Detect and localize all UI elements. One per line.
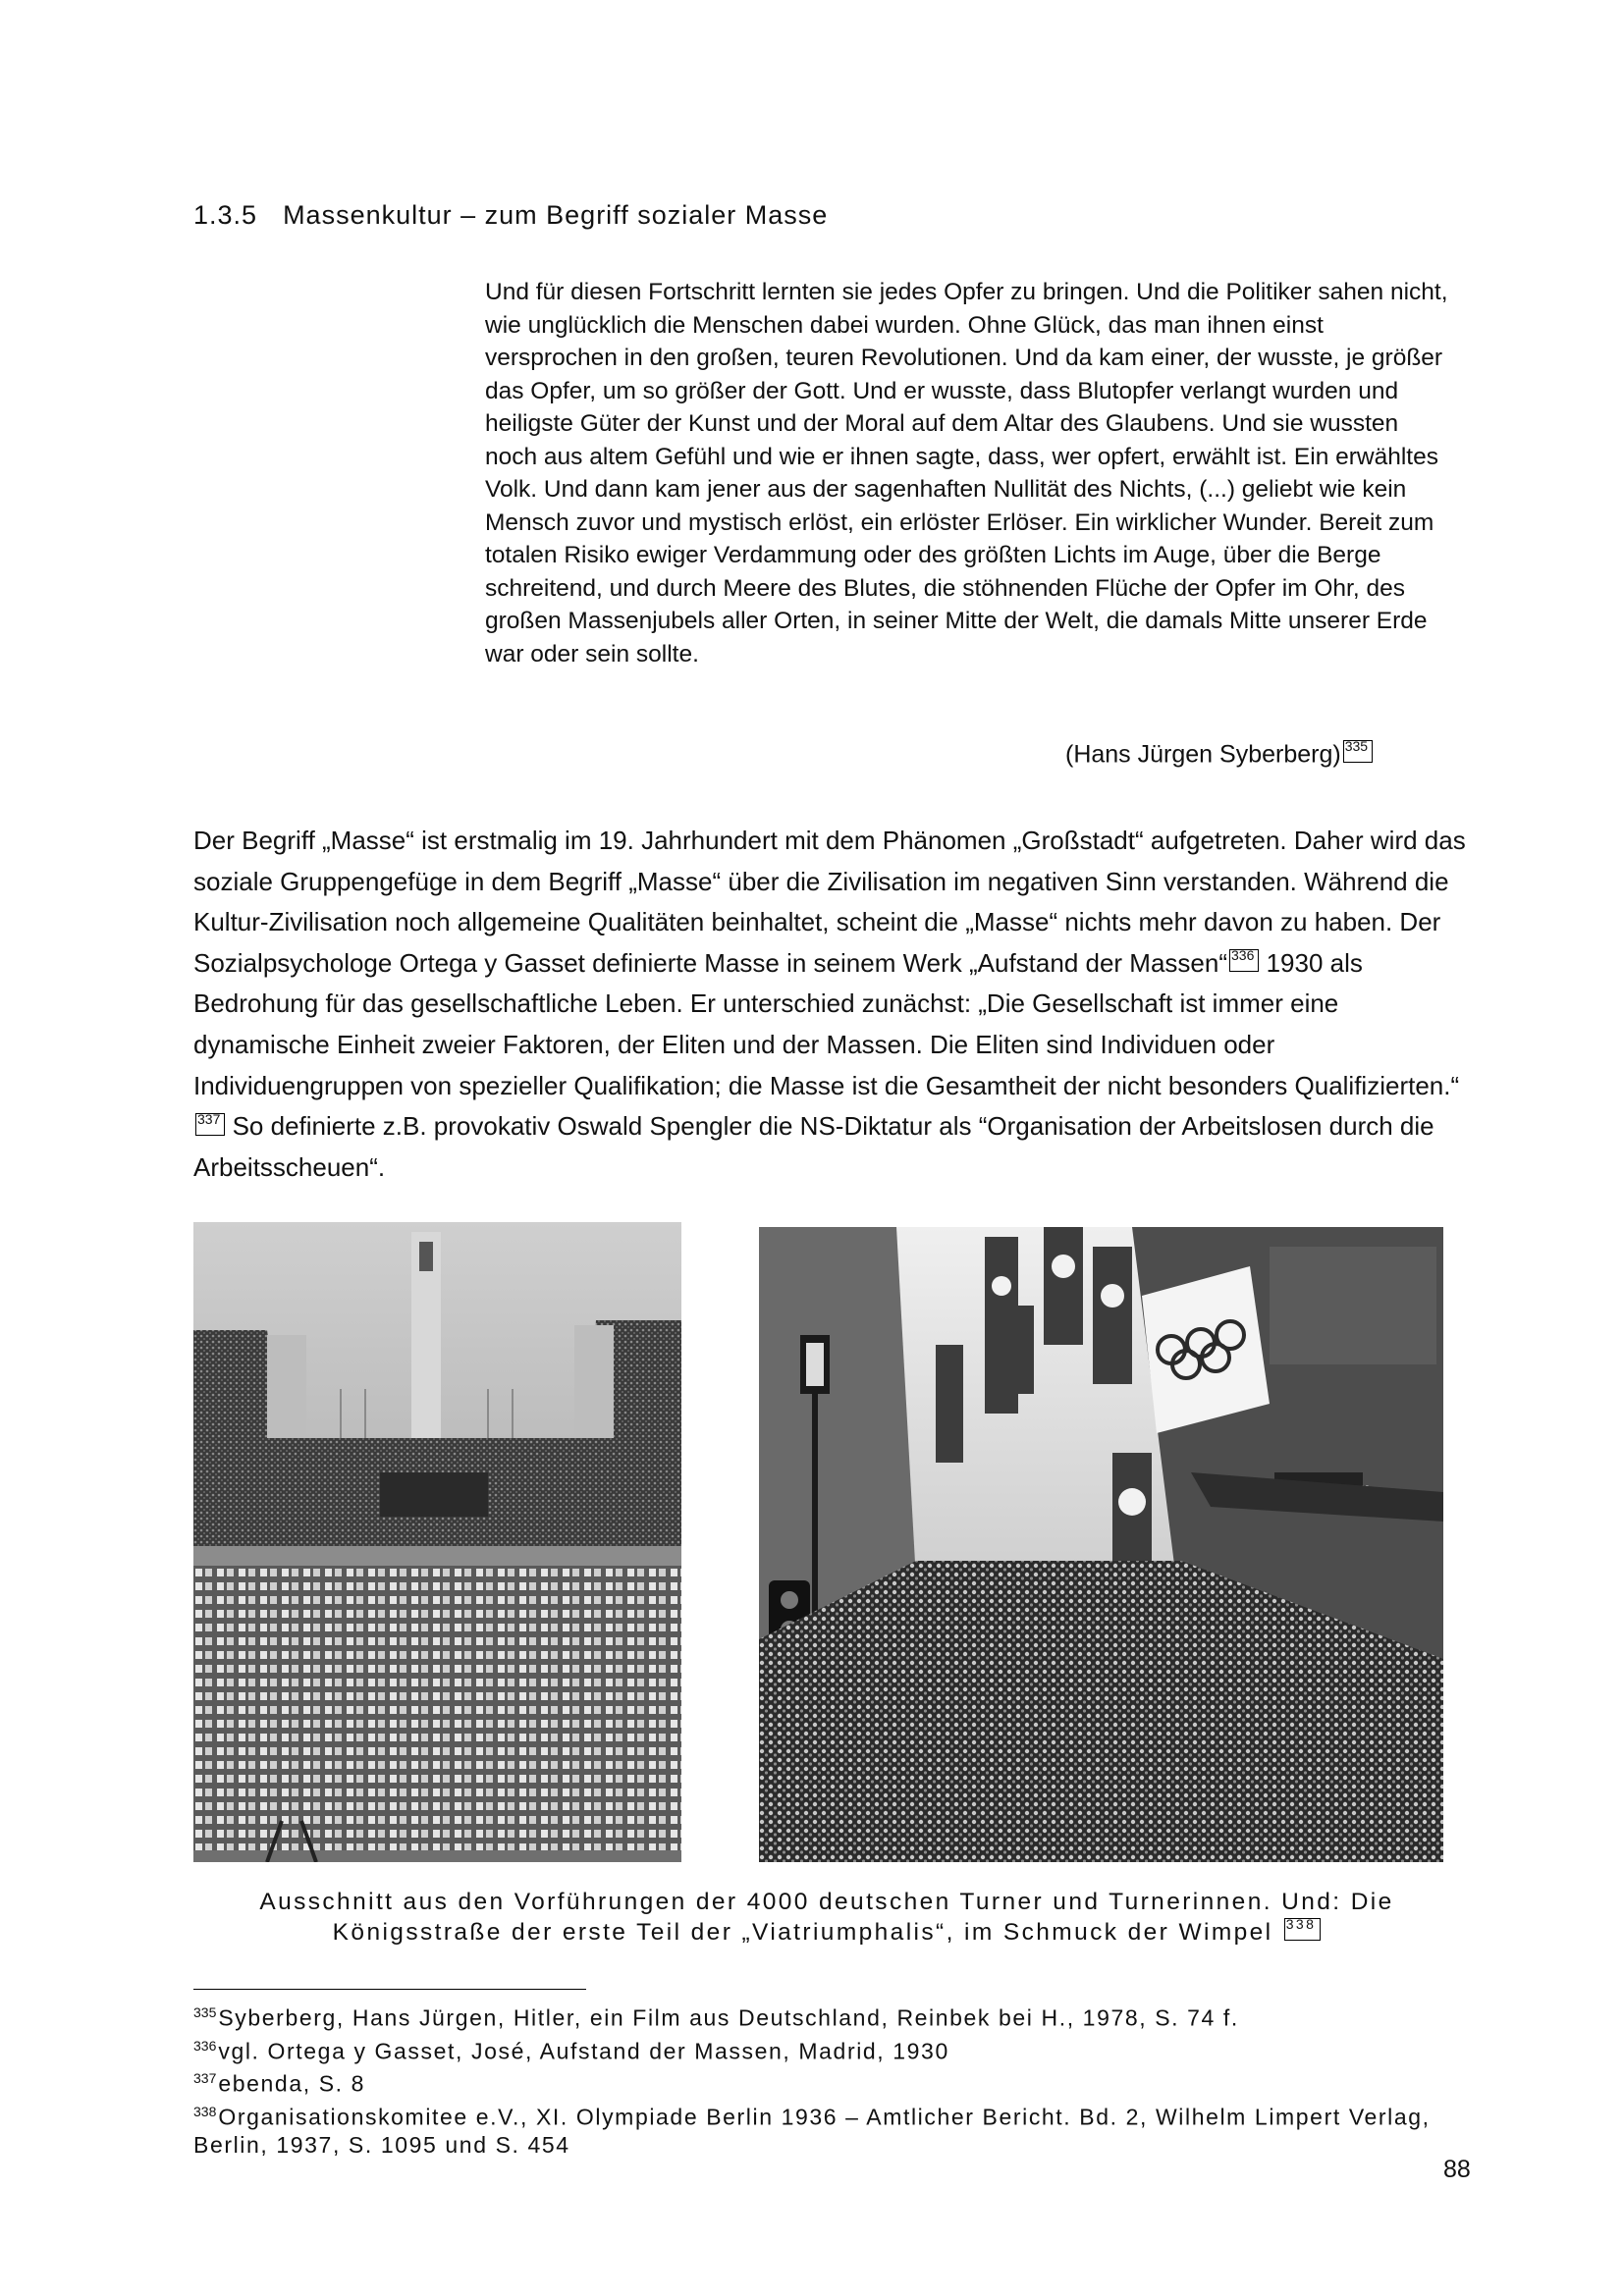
section-heading (193, 200, 828, 231)
caption-line-2: Königsstraße der erste Teil der „Viatriumphalis“, im Schmuck der Wimpel (332, 1919, 1273, 1946)
footnote-337: $^{337}$ebenda, S. 8 (193, 2070, 366, 2097)
section-number: 1.3.5 (193, 200, 258, 230)
quote-attribution (1065, 740, 1373, 769)
quote-text: Und für diesen Fortschritt lernten sie jedes Opfer zu bringen. Und die Politiker sahen nicht, wie unglücklich die Menschen dabei wurden. Ohne Glück, das man ihnen einst versprochen in den großen, teuren Revolutionen. Und da kam einer, der wusste, je größer das Opfer, um so größer der Gott. Und er wusste, dass Blutopfer verlangt wurden und heiligste Güter der Kunst und der Moral auf dem Altar des Glaubens. Und sie wussten noch aus altem Gefühl und wie er ihnen sagte, dass, wer opfert, erwählt ist. Ein erwähltes Volk. Und dann kam jener aus der sagenhaften Nullität des Nichts, (...) geliebt wie kein Mensch zuvor und mystisch erlöst, ein erlöster Erlöser. Ein wirklicher Wunder. Bereit zum totalen Risiko ewiger Verdammung oder des größten Lichts im Auge, über die Berge schreitend, und durch Meere des Blutes, die stöhnenden Flüche der Opfer im Ohr, des großen Massenjubels aller Orten, in seiner Mitte der Welt, die damals Mitte unserer Erde war oder sein sollte. (485, 279, 1448, 667)
section-title: Massenkultur – zum Begriff sozialer Masse (283, 200, 829, 230)
body-text-part1: Der Begriff „Masse“ ist erstmalig im 19. Jahrhundert mit dem Phänomen „Großstadt“ aufgetreten. Daher wird das soziale Gruppengefüge in dem Begriff „Masse“ über die Zivilisation im negativen Sinn verstanden. Während die Kultur-Zivilisation noch allgemeine Qualitäten beinhaltet, scheint die „Masse“ nichts mehr davon zu haben. Der Sozialpsychologe Ortega y Gasset definierte Masse in seinem Werk „Aufstand der Massen“ (193, 826, 1466, 978)
footnote-ref-335[interactable]: 335 (1343, 740, 1373, 763)
body-text-part2: 1930 als Bedrohung für das gesellschaftliche Leben. Er unterschied zunächst: „Die Gesellschaft ist immer eine dynamische Einheit zweier Faktoren, der Eliten und der Massen. Die Eliten sind Individuen oder Individuengruppen von spezieller Qualifikation; die Masse ist die Gesamtheit der nicht besonders Qualifizierten.“ (193, 947, 1460, 1100)
stadium-photo-illustration (193, 1222, 681, 1862)
quote-attribution-text: (Hans Jürgen Syberberg) (1065, 740, 1341, 769)
caption-line-1: Ausschnitt aus den Vorführungen der 4000 deutschen Turner und Turnerinnen. Und: Die (259, 1889, 1394, 1915)
footnote-336: $^{336}$vgl. Ortega y Gasset, José, Aufstand der Massen, Madrid, 1930 (193, 2037, 949, 2064)
block-quote (485, 276, 1457, 670)
footnote-ref-337[interactable]: 337 (195, 1113, 225, 1136)
footnote-ref-336[interactable]: 336 (1229, 949, 1259, 972)
figure-caption (193, 1887, 1460, 1948)
footnotes (193, 1999, 1470, 2159)
footnote-335: $^{335}$Syberberg, Hans Jürgen, Hitler, ein Film aus Deutschland, Reinbek bei H., 1978, S. 74 f. (193, 2004, 1239, 2031)
body-text-part3: So definierte z.B. provokativ Oswald Spengler die NS-Diktatur als “Organisation der Arbeitslosen durch die Arbeitsscheuen“. (193, 1111, 1434, 1182)
footnote-separator (193, 1989, 586, 1990)
street-photo-illustration (759, 1227, 1443, 1862)
body-paragraph (193, 821, 1480, 1188)
stadium-gymnastics-photo (193, 1222, 681, 1862)
footnote-ref-338[interactable]: 338 (1284, 1918, 1322, 1941)
page-number: 88 (1443, 2156, 1471, 2183)
footnote-338: $^{338}$Organisationskomitee e.V., XI. Olympiade Berlin 1936 – Amtlicher Bericht. Bd. 2, Wilhelm Limpert Verlag, Berlin, 1937, S. 1095 und S. 454 (193, 2103, 1431, 2158)
koenigsstrasse-photo (759, 1227, 1443, 1862)
